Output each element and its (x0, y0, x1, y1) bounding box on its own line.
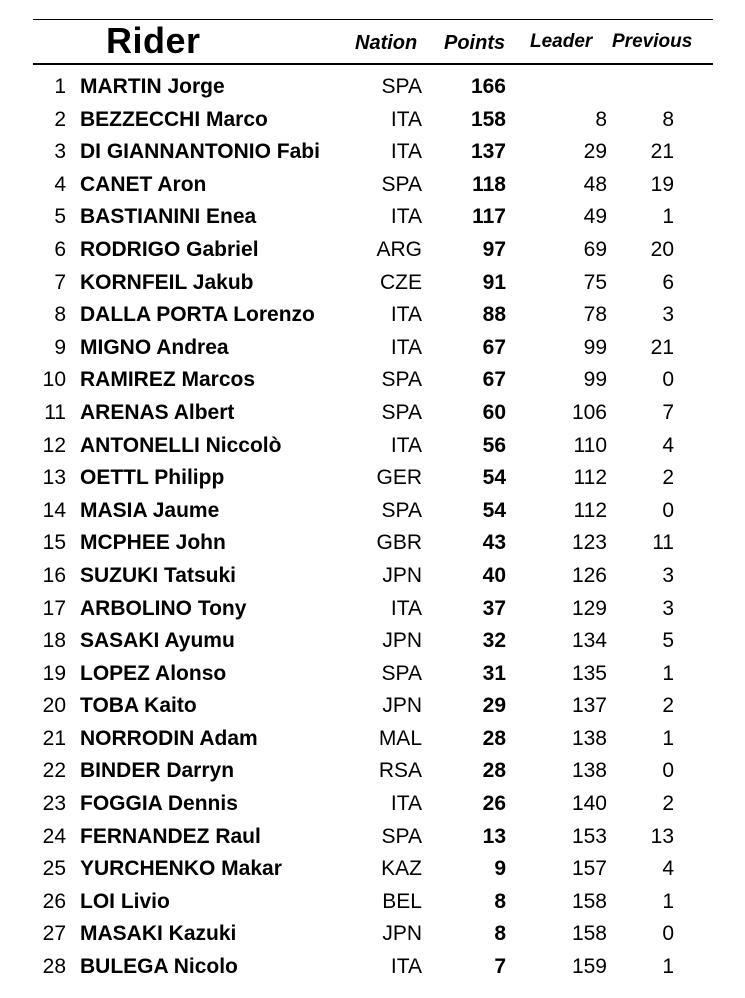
rider-name: BASTIANINI Enea (80, 205, 257, 229)
rider-name: SUZUKI Tatsuki (80, 563, 236, 587)
rider-name: MIGNO Andrea (80, 335, 229, 359)
rider-position: 1 (54, 75, 66, 98)
rider-nation: SPA (381, 368, 422, 392)
rider-name: LOPEZ Alonso (80, 661, 227, 685)
rider-name: RAMIREZ Marcos (80, 368, 256, 392)
table-row (0, 918, 745, 951)
rider-position: 2 (54, 107, 66, 131)
rider-name: ARENAS Albert (80, 400, 235, 424)
rider-points: 9 (494, 857, 506, 881)
rider-points: 29 (482, 694, 506, 718)
table-row (0, 560, 745, 593)
rider-points: 97 (482, 237, 506, 261)
rider-nation: JPN (382, 922, 422, 946)
rider-name: ANTONELLI Niccolò (80, 433, 282, 457)
rider-gap-previous: 13 (650, 824, 674, 848)
table-row (0, 821, 745, 854)
rider-nation: SPA (381, 498, 422, 522)
rider-gap-previous: 21 (650, 335, 674, 359)
rider-points: 37 (482, 596, 506, 620)
rider-gap-leader: 99 (583, 368, 607, 392)
rider-nation: BEL (382, 889, 422, 913)
header-points: Points (444, 32, 506, 54)
table-row (0, 462, 745, 495)
rider-position: 26 (42, 889, 66, 913)
rider-gap-leader: 29 (583, 140, 607, 164)
rider-nation: SPA (381, 75, 422, 98)
rider-points: 67 (482, 335, 506, 359)
table-row (0, 136, 745, 169)
rider-position: 8 (54, 303, 66, 327)
rider-points: 32 (482, 629, 506, 653)
rider-name: ARBOLINO Tony (80, 596, 247, 620)
rider-position: 27 (42, 922, 66, 946)
rider-position: 19 (42, 661, 66, 685)
rider-position: 3 (54, 140, 66, 164)
standings-header (0, 20, 745, 62)
rider-gap-leader: 8 (595, 107, 607, 131)
rider-gap-previous: 8 (662, 107, 674, 131)
table-row (0, 201, 745, 234)
rider-gap-previous: 7 (662, 400, 674, 424)
header-rider: Rider (106, 20, 201, 61)
rider-points: 31 (482, 661, 506, 685)
table-row (0, 332, 745, 365)
rider-name: BEZZECCHI Marco (80, 107, 268, 131)
rider-nation: SPA (381, 824, 422, 848)
rider-nation: MAL (378, 726, 422, 750)
rider-name: RODRIGO Gabriel (80, 237, 259, 261)
rider-position: 20 (42, 694, 66, 718)
rider-gap-previous: 0 (662, 498, 674, 522)
rider-gap-previous: 19 (650, 172, 674, 196)
rider-points: 88 (482, 303, 506, 327)
table-row (0, 430, 745, 463)
rider-gap-leader: 158 (571, 922, 607, 946)
rider-position: 28 (42, 955, 66, 979)
rider-name: DI GIANNANTONIO Fabi (80, 140, 320, 164)
rider-position: 15 (42, 531, 66, 555)
rider-points: 91 (482, 270, 506, 294)
rider-gap-leader: 106 (571, 400, 607, 424)
rider-points: 158 (470, 107, 506, 131)
table-row (0, 169, 745, 202)
rider-nation: SPA (381, 172, 422, 196)
table-row (0, 853, 745, 886)
rider-gap-leader: 112 (573, 498, 607, 522)
table-row (0, 495, 745, 528)
rider-gap-previous: 11 (652, 531, 674, 555)
rider-nation: ITA (390, 955, 422, 979)
header-previous: Previous (612, 31, 693, 52)
rider-nation: JPN (382, 629, 422, 653)
rider-gap-leader: 126 (571, 563, 607, 587)
rider-nation: SPA (381, 661, 422, 685)
rider-position: 14 (42, 498, 66, 522)
rider-nation: GBR (376, 531, 422, 555)
rider-points: 40 (482, 563, 506, 587)
table-row (0, 755, 745, 788)
table-row (0, 397, 745, 430)
rider-gap-previous: 20 (650, 237, 674, 261)
rider-gap-previous: 2 (662, 466, 674, 490)
rider-position: 21 (42, 726, 66, 750)
rider-gap-previous: 4 (662, 433, 674, 457)
rider-nation: KAZ (381, 857, 422, 881)
rider-gap-previous: 21 (650, 140, 674, 164)
rider-position: 5 (54, 205, 66, 229)
rider-gap-leader: 138 (571, 759, 607, 783)
rider-nation: ITA (390, 433, 422, 457)
rider-name: MCPHEE John (80, 531, 226, 555)
table-row (0, 690, 745, 723)
rider-gap-leader: 110 (573, 433, 607, 457)
rider-position: 12 (42, 433, 66, 457)
rider-name: KORNFEIL Jakub (80, 270, 254, 294)
rider-position: 11 (44, 400, 66, 424)
rider-gap-previous: 3 (662, 563, 674, 587)
rider-points: 8 (494, 889, 506, 913)
rider-gap-leader: 134 (571, 629, 607, 653)
rider-gap-previous: 1 (662, 955, 674, 979)
rider-name: BINDER Darryn (80, 759, 235, 783)
table-row (0, 625, 745, 658)
rider-position: 4 (54, 172, 66, 196)
rider-nation: JPN (382, 563, 422, 587)
rider-position: 10 (42, 368, 66, 392)
rider-gap-leader: 123 (571, 531, 607, 555)
rider-gap-leader: 69 (583, 237, 607, 261)
rider-points: 54 (482, 466, 506, 490)
rider-name: MASAKI Kazuki (80, 922, 237, 946)
rider-gap-leader: 137 (571, 694, 607, 718)
rider-position: 18 (42, 629, 66, 653)
rider-nation: ITA (390, 140, 422, 164)
rider-nation: SPA (381, 400, 422, 424)
rider-name: LOI Livio (80, 889, 170, 913)
rider-name: MARTIN Jorge (80, 75, 225, 98)
table-row (0, 104, 745, 137)
rider-gap-previous: 3 (662, 596, 674, 620)
rider-gap-previous: 2 (662, 792, 674, 816)
table-row (0, 788, 745, 821)
table-row (0, 593, 745, 626)
rider-gap-previous: 6 (662, 270, 674, 294)
rider-nation: JPN (382, 694, 422, 718)
rider-nation: ARG (376, 237, 422, 261)
rider-name: YURCHENKO Makar (80, 857, 282, 881)
rider-position: 24 (42, 824, 66, 848)
rider-gap-leader: 99 (583, 335, 607, 359)
rider-gap-leader: 135 (571, 661, 607, 685)
table-row (0, 299, 745, 332)
rider-gap-previous: 2 (662, 694, 674, 718)
rider-nation: ITA (390, 335, 422, 359)
rider-points: 26 (482, 792, 506, 816)
table-row (0, 234, 745, 267)
table-row (0, 886, 745, 919)
rider-name: TOBA Kaito (80, 694, 197, 718)
rider-gap-leader: 153 (571, 824, 607, 848)
rider-points: 118 (472, 172, 506, 196)
rider-points: 166 (470, 75, 506, 98)
rider-position: 17 (42, 596, 66, 620)
rider-points: 60 (482, 400, 506, 424)
rider-name: FOGGIA Dennis (80, 792, 238, 816)
rider-points: 43 (482, 531, 506, 555)
table-row (0, 71, 745, 104)
rider-position: 6 (54, 237, 66, 261)
rider-gap-leader: 138 (571, 726, 607, 750)
rider-position: 25 (42, 857, 66, 881)
rider-name: CANET Aron (80, 172, 207, 196)
rider-name: MASIA Jaume (80, 498, 220, 522)
rider-gap-previous: 0 (662, 368, 674, 392)
rider-points: 117 (472, 205, 506, 229)
rider-gap-previous: 1 (662, 889, 674, 913)
rider-gap-leader: 158 (571, 889, 607, 913)
rider-gap-previous: 0 (662, 759, 674, 783)
header-leader: Leader (530, 31, 593, 52)
rider-gap-leader: 140 (571, 792, 607, 816)
rider-nation: RSA (378, 759, 422, 783)
rider-points: 137 (470, 140, 506, 164)
rider-name: DALLA PORTA Lorenzo (80, 303, 315, 327)
table-row (0, 951, 745, 984)
rider-points: 28 (482, 759, 506, 783)
rider-points: 67 (482, 368, 506, 392)
rider-gap-leader: 159 (571, 955, 607, 979)
rider-name: OETTL Philipp (80, 466, 225, 490)
rider-nation: ITA (390, 107, 422, 131)
table-row (0, 267, 745, 300)
rider-points: 56 (482, 433, 506, 457)
rider-nation: GER (376, 466, 422, 490)
rider-gap-leader: 78 (583, 303, 607, 327)
rider-gap-previous: 5 (662, 629, 674, 653)
header-nation: Nation (355, 32, 418, 54)
table-row (0, 364, 745, 397)
rider-name: SASAKI Ayumu (80, 629, 235, 653)
table-row (0, 723, 745, 756)
rider-gap-leader: 129 (571, 596, 607, 620)
rider-name: BULEGA Nicolo (80, 955, 238, 979)
rider-gap-previous: 3 (662, 303, 674, 327)
standings-table (0, 71, 745, 984)
rider-position: 13 (42, 466, 66, 490)
rider-points: 54 (482, 498, 506, 522)
rider-position: 22 (42, 759, 66, 783)
rider-gap-leader: 48 (583, 172, 607, 196)
rider-gap-previous: 0 (662, 922, 674, 946)
header-bottom-rule (33, 63, 713, 65)
rider-gap-previous: 1 (662, 726, 674, 750)
rider-position: 9 (54, 335, 66, 359)
rider-gap-previous: 4 (662, 857, 674, 881)
rider-nation: ITA (390, 792, 422, 816)
rider-name: FERNANDEZ Raul (80, 824, 261, 848)
table-row (0, 658, 745, 691)
rider-points: 8 (494, 922, 506, 946)
rider-nation: ITA (390, 303, 422, 327)
rider-points: 13 (482, 824, 506, 848)
rider-gap-leader: 49 (583, 205, 607, 229)
rider-gap-leader: 75 (583, 270, 607, 294)
rider-position: 16 (42, 563, 66, 587)
rider-nation: CZE (380, 270, 422, 294)
rider-gap-previous: 1 (662, 661, 674, 685)
rider-gap-leader: 112 (573, 466, 607, 490)
rider-position: 23 (42, 792, 66, 816)
rider-nation: ITA (390, 596, 422, 620)
rider-position: 7 (54, 270, 66, 294)
rider-points: 28 (482, 726, 506, 750)
rider-nation: ITA (390, 205, 422, 229)
rider-gap-leader: 157 (571, 857, 607, 881)
rider-gap-previous: 1 (662, 205, 674, 229)
table-row (0, 527, 745, 560)
rider-points: 7 (494, 955, 506, 979)
rider-name: NORRODIN Adam (80, 726, 258, 750)
